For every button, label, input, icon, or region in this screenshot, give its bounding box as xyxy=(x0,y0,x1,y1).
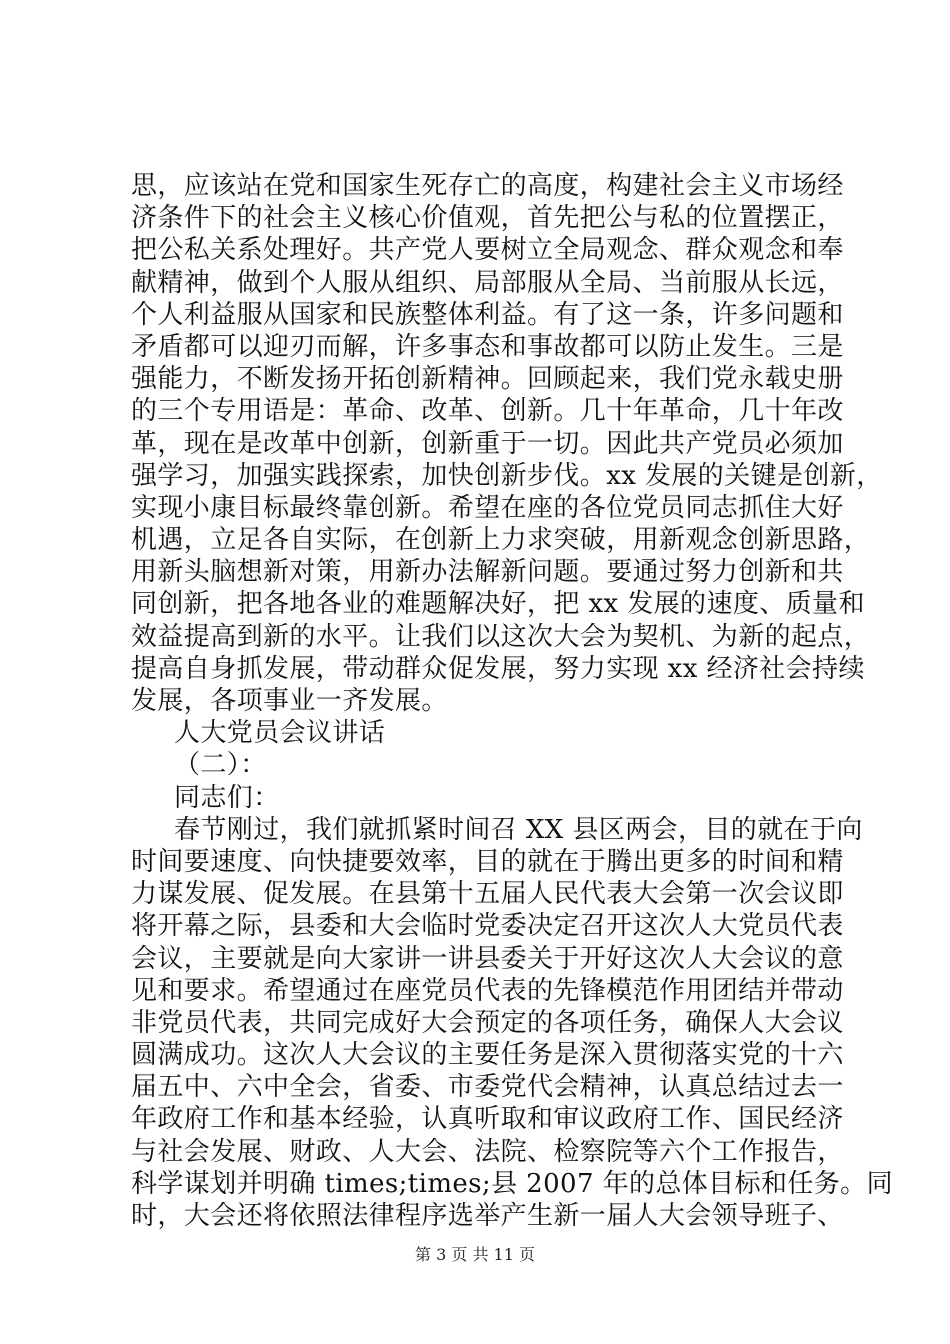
text-line: 机遇，立足各自实际，在创新上力求突破，用新观念创新思路， xyxy=(131,525,871,556)
text-line: 把公私关系处理好。共产党人要树立全局观念、群众观念和奉 xyxy=(131,235,844,266)
text-line: 同创新，把各地各业的难题解决好，把 xx 发展的速度、质量和 xyxy=(131,589,865,620)
text-line: 发展，各项事业一齐发展。 xyxy=(131,686,448,716)
text-line: 春节刚过，我们就抓紧时间召 XX 县区两会，目的就在于向 xyxy=(174,814,863,845)
text-line: 献精神，做到个人服从组织、局部服从全局、当前服从长远， xyxy=(131,267,844,298)
text-line: 见和要求。希望通过在座党员代表的先锋模范作用团结并带动 xyxy=(131,975,844,1006)
section-heading: 人大党员会议讲话 xyxy=(174,718,386,749)
text-line: 矛盾都可以迎刃而解，许多事态和事故都可以防止发生。三是 xyxy=(131,331,844,362)
text-line: 强能力，不断发扬开拓创新精神。回顾起来，我们党永载史册 xyxy=(131,364,844,395)
body-text xyxy=(131,170,893,1232)
text-line: 思，应该站在党和国家生死存亡的高度，构建社会主义市场经 xyxy=(131,171,844,201)
text-line: 会议，主要就是向大家讲一讲县委关于开好这次人大会议的意 xyxy=(131,943,844,974)
section-number: （二）： xyxy=(174,750,267,781)
text-line: 届五中、六中全会，省委、市委党代会精神，认真总结过去一 xyxy=(131,1072,844,1103)
text-line: 的三个专用语是：革命、改革、创新。几十年革命，几十年改 xyxy=(131,396,844,427)
text-line: 科学谋划并明确 times;times;县 2007 年的总体目标和任务。同 xyxy=(131,1168,893,1199)
text-line: 用新头脑想新对策，用新办法解新问题。要通过努力创新和共 xyxy=(131,557,844,588)
text-line: 革，现在是改革中创新，创新重于一切。因此共产党员必须加 xyxy=(131,428,844,459)
text-line: 效益提高到新的水平。让我们以这次大会为契机、为新的起点， xyxy=(131,621,871,652)
text-line: 与社会发展、财政、人大会、法院、检察院等六个工作报告， xyxy=(131,1136,844,1167)
text-line: 强学习，加强实践探索，加快创新步伐。xx 发展的关键是创新， xyxy=(131,460,883,491)
text-line: 提高自身抓发展，带动群众促发展，努力实现 xx 经济社会持续 xyxy=(131,653,865,684)
text-line: 时，大会还将依照法律程序选举产生新一届人大会领导班子、 xyxy=(131,1201,844,1231)
text-line: 力谋发展、促发展。在县第十五届人民代表大会第一次会议即 xyxy=(131,879,844,910)
text-line: 将开幕之际，县委和大会临时党委决定召开这次人大党员代表 xyxy=(131,911,844,942)
salutation: 同志们： xyxy=(174,782,280,813)
text-line: 年政府工作和基本经验，认真听取和审议政府工作、国民经济 xyxy=(131,1104,844,1135)
text-line: 个人利益服从国家和民族整体利益。有了这一条，许多问题和 xyxy=(131,299,844,330)
text-line: 非党员代表，共同完成好大会预定的各项任务，确保人大会议 xyxy=(131,1007,844,1038)
text-line: 实现小康目标最终靠创新。希望在座的各位党员同志抓住大好 xyxy=(131,492,844,523)
page-number-footer: 第 3 页 共 11 页 xyxy=(415,1245,535,1264)
text-line: 时间要速度、向快捷要效率，目的就在于腾出更多的时间和精 xyxy=(131,846,844,877)
text-line: 济条件下的社会主义核心价值观，首先把公与私的位置摆正， xyxy=(131,203,844,234)
text-line: 圆满成功。这次人大会议的主要任务是深入贯彻落实党的十六 xyxy=(131,1040,844,1071)
